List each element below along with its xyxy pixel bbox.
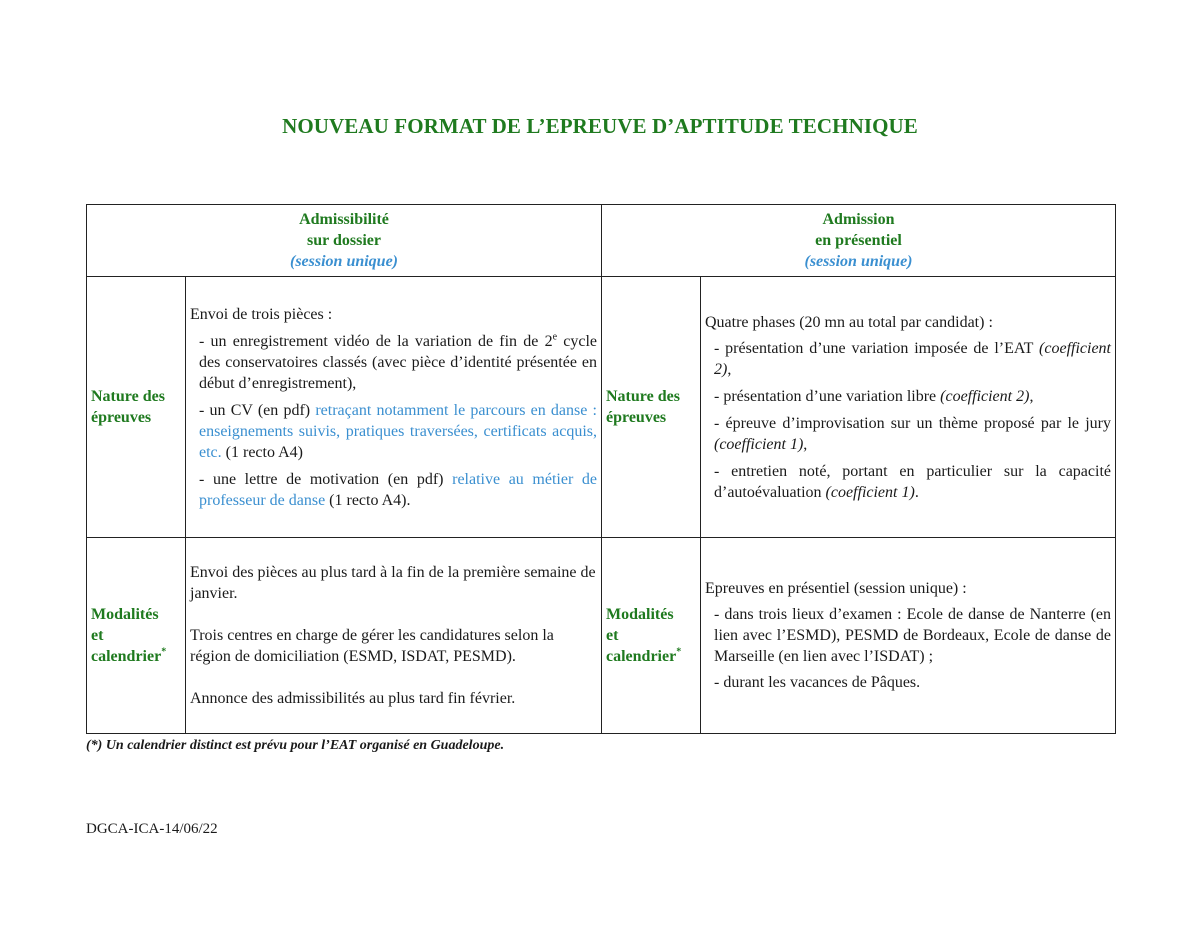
modalites-right-cell	[701, 538, 1116, 734]
list-item: - durant les vacances de Pâques.	[714, 674, 921, 691]
text: calendrier	[606, 648, 677, 665]
asterisk: *	[676, 646, 682, 658]
text: .	[914, 483, 919, 501]
text: - épreuve d’improvisation sur un thème proposé par le jury	[714, 414, 1111, 432]
header-right-line3: (session unique)	[804, 253, 913, 270]
row-label-modalites-right	[602, 538, 701, 734]
coefficient-text: (coefficient 1)	[825, 483, 915, 501]
label-line: épreuves	[91, 409, 152, 426]
intro-text: Envoi de trois pièces :	[190, 305, 333, 323]
header-left-line3: (session unique)	[289, 253, 399, 270]
highlight-text: relative au métier de professeur de danse	[199, 470, 598, 509]
nature-left-cell	[186, 277, 602, 538]
text: (1 recto A4)	[221, 443, 303, 461]
label-line: et	[91, 627, 104, 644]
header-left-line2: sur dossier	[307, 232, 381, 249]
text: ,	[1029, 387, 1034, 405]
row-label-modalites-left	[87, 538, 186, 734]
document-title: NOUVEAU FORMAT DE L’EPREUVE D’APTITUDE TECHNIQUE	[282, 114, 918, 138]
list-item	[190, 400, 597, 463]
highlight-text: retraçant notamment le parcours en danse : enseignements suivis, pratiques traversées, certificats acquis, etc.	[199, 401, 598, 461]
label-line: Nature des	[606, 388, 680, 405]
text: ,	[803, 435, 808, 453]
text: - un CV (en pdf)	[199, 401, 316, 419]
list-item	[705, 338, 1111, 380]
list-item	[190, 469, 597, 511]
header-row	[87, 205, 1116, 277]
text: - présentation d’une variation imposée de l’EAT	[714, 339, 1040, 357]
text: calendrier	[91, 648, 162, 665]
text: - entretien noté, portant en particulier sur la capacité d’autoévaluation	[714, 462, 1111, 501]
text: - un enregistrement vidéo de la variation de fin de 2	[199, 332, 553, 350]
modalites-row	[87, 538, 1116, 734]
paragraph: Envoi des pièces au plus tard à la fin de la première semaine de janvier.	[190, 564, 596, 602]
label-line: Nature des	[91, 388, 165, 405]
header-admissibilite	[87, 205, 602, 277]
header-right-line1: Admission	[822, 211, 895, 228]
header-left-line1: Admissibilité	[299, 211, 389, 228]
row-label-nature-right	[602, 277, 701, 538]
footnote: (*) Un calendrier distinct est prévu pour l’EAT organisé en Guadeloupe.	[86, 738, 505, 753]
label-line: et	[606, 627, 619, 644]
intro-text: Epreuves en présentiel (session unique) :	[705, 580, 967, 597]
intro-text: Quatre phases (20 mn au total par candidat) :	[705, 313, 993, 331]
text: (1 recto A4).	[325, 491, 411, 509]
label-line: épreuves	[606, 409, 667, 426]
coefficient-text: (coefficient 1)	[714, 435, 804, 453]
text: cycle des conservatoires classés (avec pièce d’identité présentée en début d’enregistrement),	[199, 332, 598, 392]
paragraph: Annonce des admissibilités au plus tard fin février.	[190, 690, 516, 707]
paragraph: Trois centres en charge de gérer les candidatures selon la région de domiciliation (ESMD, ISDAT, PESMD).	[190, 627, 554, 665]
label-line: Modalités	[606, 606, 674, 623]
text: - une lettre de motivation (en pdf)	[199, 470, 453, 488]
document-reference: DGCA-ICA-14/06/22	[86, 821, 218, 837]
superscript: e	[552, 331, 558, 343]
label-line	[91, 646, 181, 667]
header-right-line2: en présentiel	[815, 232, 902, 249]
list-item	[705, 461, 1111, 503]
text: - présentation d’une variation libre	[714, 387, 941, 405]
asterisk: *	[161, 646, 167, 658]
list-item	[705, 386, 1111, 407]
comparison-table	[86, 204, 1116, 734]
coefficient-text: (coefficient 2)	[940, 387, 1030, 405]
header-admission	[602, 205, 1116, 277]
label-line: Modalités	[91, 606, 159, 623]
list-item	[190, 331, 597, 394]
nature-right-cell	[701, 277, 1116, 538]
list-item	[705, 413, 1111, 455]
list-item: - dans trois lieux d’examen : Ecole de danse de Nanterre (en lien avec l’ESMD), PESMD de Bordeaux, Ecole de danse de Marseille (en lien avec l’ISDAT) ;	[714, 606, 1111, 665]
modalites-left-cell	[186, 538, 602, 734]
text: ,	[727, 360, 732, 378]
nature-row	[87, 277, 1116, 538]
row-label-nature-left	[87, 277, 186, 538]
label-line	[606, 646, 696, 667]
coefficient-text: (coefficient 2)	[714, 339, 1111, 378]
